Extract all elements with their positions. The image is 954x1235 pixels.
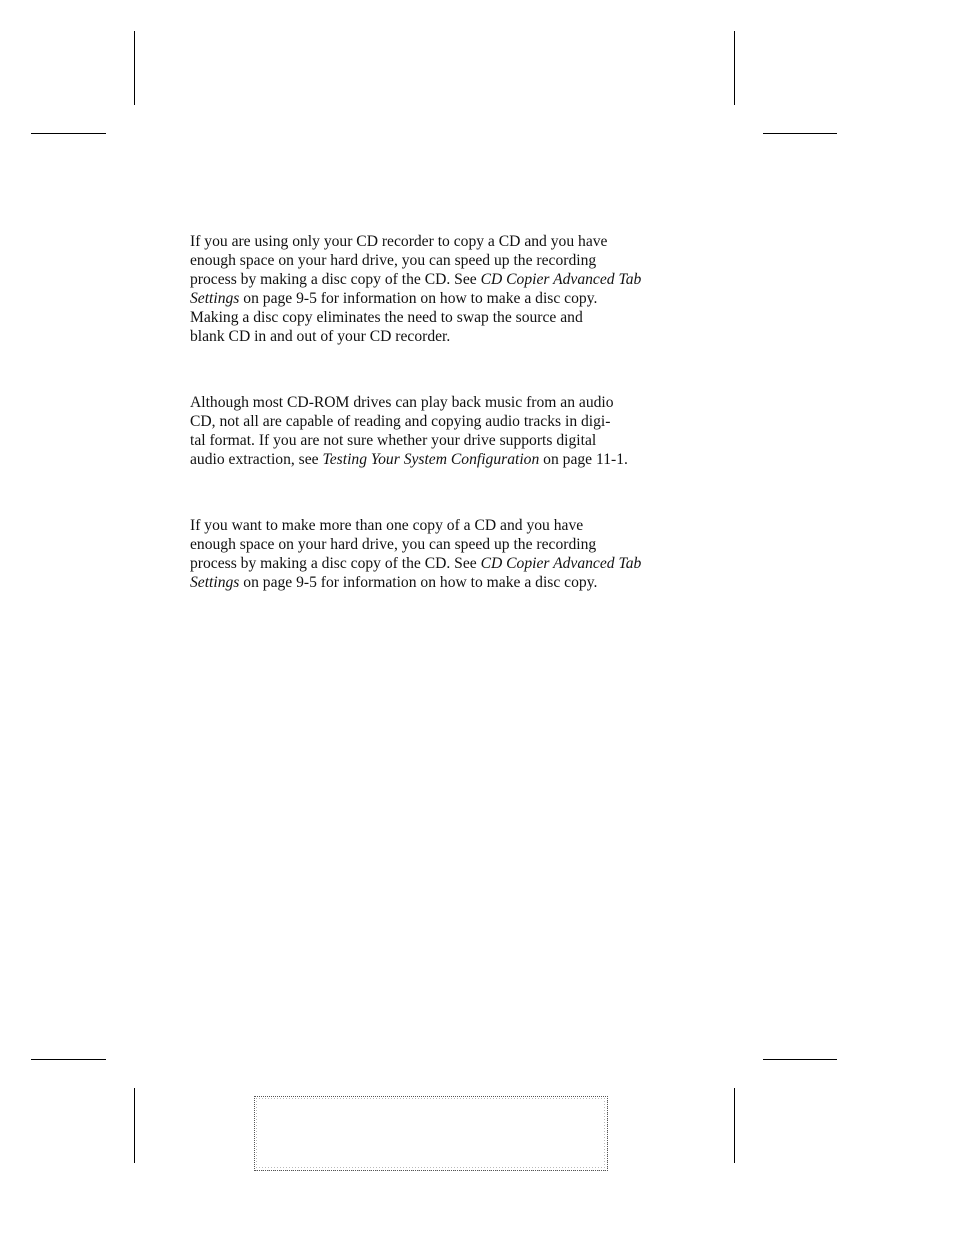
text-line: [190, 574, 660, 593]
footer-placeholder-box: [254, 1096, 608, 1171]
text-run: tal format. If you are not sure whether your drive supports digital: [190, 431, 597, 449]
text-run: on page 9-5 for information on how to make a disc copy.: [239, 289, 598, 307]
text-run: blank CD in and out of your CD recorder.: [190, 327, 451, 345]
paragraph-digital-audio-extraction: [190, 394, 660, 470]
text-line: [190, 536, 660, 555]
text-line: [190, 233, 660, 252]
text-line: [190, 271, 660, 290]
crop-mark-top-right-vertical: [734, 31, 735, 105]
italic-reference: Testing Your System Configuration: [322, 450, 540, 468]
text-line: [190, 555, 660, 574]
text-line: [190, 451, 660, 470]
crop-mark-top-left-vertical: [134, 31, 135, 105]
paragraph-disc-copy-single-recorder: [190, 233, 660, 346]
crop-mark-top-left-horizontal: [31, 133, 106, 134]
text-run: on page 11-1.: [539, 450, 628, 468]
text-run: If you are using only your CD recorder to copy a CD and you have: [190, 233, 608, 250]
italic-reference: Settings: [190, 289, 240, 307]
text-line: [190, 432, 660, 451]
text-line: [190, 309, 660, 328]
text-line: [190, 290, 660, 309]
crop-mark-bottom-right-horizontal: [763, 1059, 837, 1060]
text-line: [190, 394, 660, 413]
text-run: Making a disc copy eliminates the need to swap the source and: [190, 308, 583, 326]
text-run: process by making a disc copy of the CD. See: [190, 554, 481, 572]
crop-mark-bottom-left-vertical: [134, 1088, 135, 1163]
italic-reference: Settings: [190, 573, 240, 591]
text-run: process by making a disc copy of the CD. See: [190, 270, 481, 288]
italic-reference: CD Copier Advanced Tab: [480, 554, 642, 572]
text-line: [190, 517, 660, 536]
text-run: audio extraction, see: [190, 450, 323, 468]
text-run: Although most CD-ROM drives can play back music from an audio: [190, 394, 614, 411]
crop-mark-bottom-right-vertical: [734, 1088, 735, 1163]
text-run: on page 9-5 for information on how to make a disc copy.: [239, 573, 598, 591]
text-line: [190, 413, 660, 432]
text-run: enough space on your hard drive, you can speed up the recording: [190, 251, 597, 269]
crop-mark-top-right-horizontal: [763, 133, 837, 134]
crop-mark-bottom-left-horizontal: [31, 1059, 106, 1060]
paragraph-multiple-copies: [190, 517, 660, 593]
italic-reference: CD Copier Advanced Tab: [480, 270, 642, 288]
text-line: [190, 252, 660, 271]
text-run: If you want to make more than one copy of a CD and you have: [190, 517, 584, 534]
text-line: [190, 328, 660, 347]
text-run: CD, not all are capable of reading and copying audio tracks in digi-: [190, 412, 611, 430]
footer-box-interior: [258, 1100, 604, 1167]
text-run: enough space on your hard drive, you can speed up the recording: [190, 535, 597, 553]
